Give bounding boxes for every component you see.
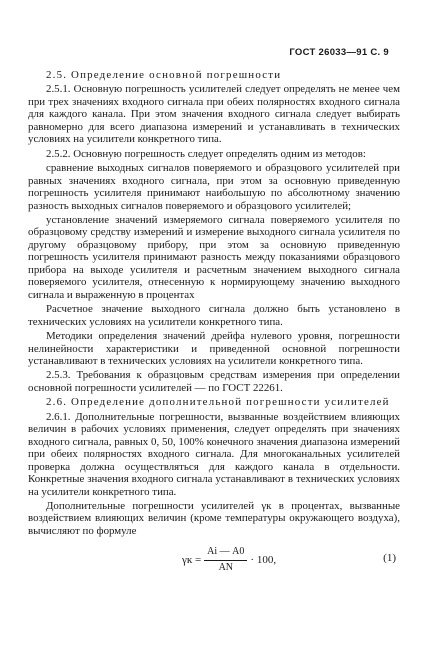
section-heading: 2.5. Определение основной погрешности bbox=[46, 69, 282, 81]
formula-lhs: γк = bbox=[182, 554, 202, 567]
paragraph: 2.6.1. Дополнительные погрешности, вызванные воздействием влияющих величин в рабочих условиях применения, следует определять при значениях входного сигнала, равных 0, 50, 100% конечного значения диапазона измерений при обеих полярностях входного сигнала. Для многоканальных усилителей проверка должна осуществляться для каждого канала в отдельности. Конкретные значения входного сигнала устанавливают в технических условиях на усилители конкретного типа. bbox=[28, 410, 400, 498]
formula-tail: · 100, bbox=[250, 554, 277, 567]
paragraph: установление значений измеряемого сигнала поверяемого усилителя по образцовому средству измерений и измерение выходного сигнала усилителя по другому образцовому прибору, при этом за основную приведенную погрешность усилителя принимают разность между показаниями образцового прибора на выходе усилителя и расчетным значением выходного сигнала поверяемого усилителя, отнесенную к нормирующему значению выходного сигнала и выраженную в процентах bbox=[28, 213, 400, 301]
paragraph: 2.5.3. Требования к образцовым средствам измерения при определении основной погрешности усилителей — по ГОСТ 22261. bbox=[28, 369, 400, 394]
paragraph: 2.5.1. Основную погрешность усилителей следует определять не менее чем при трех значениях входного сигнала при обеих полярностях входного сигнала для каждого канала. При этом значения входного сигнала следует выбирать равномерно для всего диапазона измерений и устанавливать в технических условиях на усилители конкретного типа. bbox=[28, 83, 400, 146]
paragraph: Методики определения значений дрейфа нулевого уровня, погрешности нелинейности характеристики и приведенной основной погрешности устанавливают в технических условиях на усилители конкретного типа. bbox=[28, 330, 400, 367]
formula-denominator: AN bbox=[218, 561, 234, 573]
paragraph: сравнение выходных сигналов поверяемого и образцового усилителей при равных значениях входного сигнала, при этом за основную приведенную погрешность усилителя принимают наибольшую по абсолютному значению разность выходных сигналов поверяемого и образцового усилителей; bbox=[28, 162, 400, 212]
paragraph: Дополнительные погрешности усилителей γк в процентах, вызванные воздействием влияющих величин (кроме температуры окружающего воздуха), вычисляют по формуле bbox=[28, 499, 400, 537]
formula bbox=[28, 540, 400, 582]
page-header: ГОСТ 26033—91 С. 9 bbox=[289, 47, 389, 58]
paragraph: Расчетное значение выходного сигнала должно быть установлено в технических условиях на усилители конкретного типа. bbox=[28, 303, 400, 328]
document-body bbox=[28, 69, 400, 582]
paragraph: 2.5.2. Основную погрешность следует определять одним из методов: bbox=[46, 147, 366, 160]
section-heading: 2.6. Определение дополнительной погрешности усилителей bbox=[46, 396, 390, 409]
formula-numerator: Aі — A0 bbox=[204, 546, 247, 560]
formula-number: (1) bbox=[383, 552, 396, 565]
formula-fraction bbox=[204, 546, 247, 574]
